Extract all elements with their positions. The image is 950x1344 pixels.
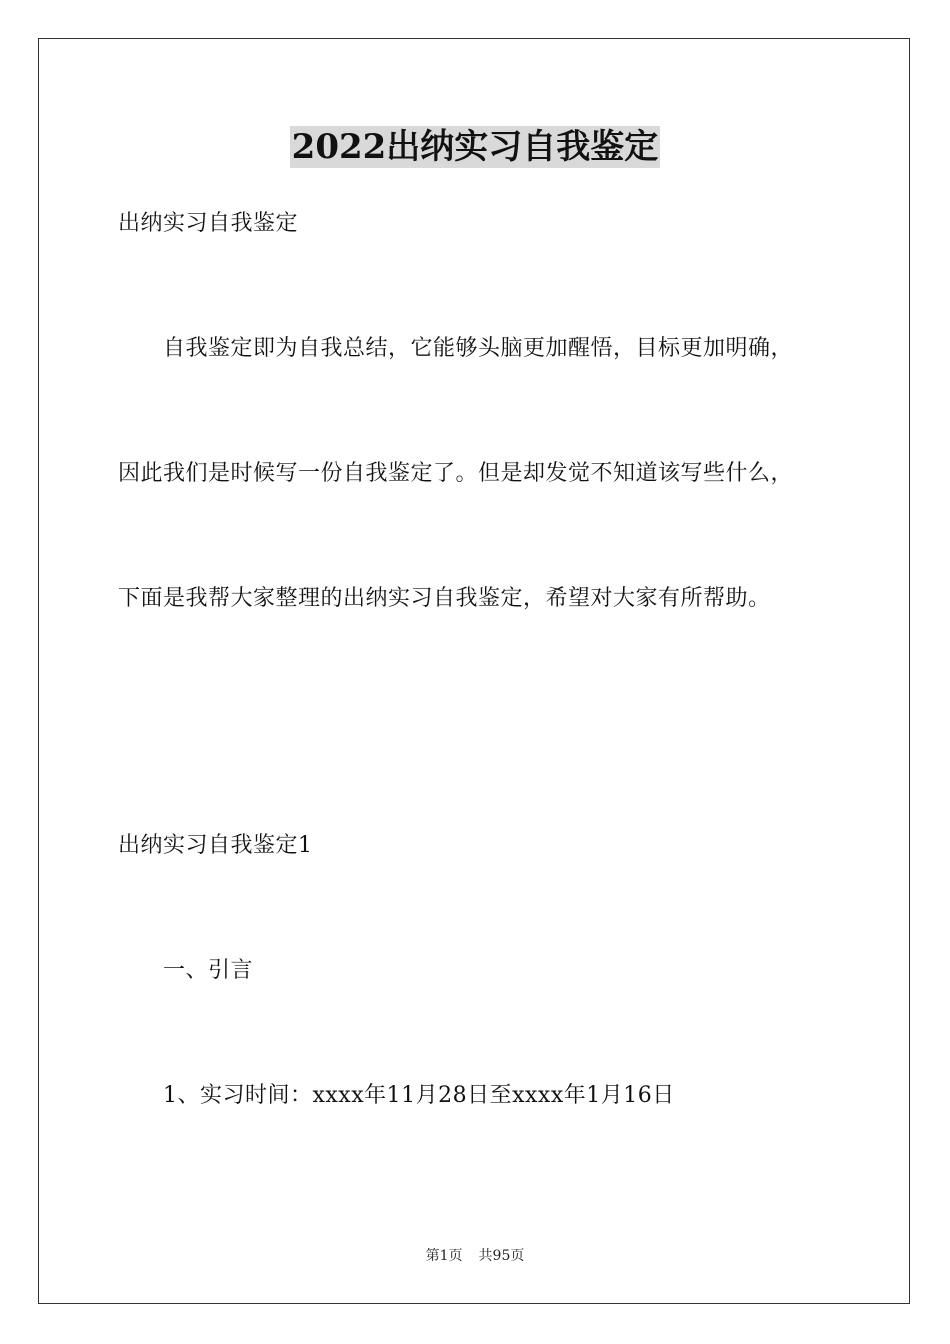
- list-item-1: 1、实习时间：xxxx年11月28日至xxxx年1月16日: [163, 1083, 675, 1108]
- subsection-heading: 一、引言: [163, 958, 254, 983]
- page-number-total: 共95页: [478, 1248, 525, 1264]
- subtitle: 出纳实习自我鉴定: [118, 211, 299, 236]
- intro-line-3: 下面是我帮大家整理的出纳实习自我鉴定，希望对大家有所帮助。: [118, 586, 771, 611]
- section-heading: 出纳实习自我鉴定1: [118, 833, 313, 858]
- title-container: [0, 126, 950, 168]
- page-number-current: 第1页: [425, 1248, 463, 1264]
- intro-line-2: 因此我们是时候写一份自我鉴定了。但是却发觉不知道该写些什么，: [118, 461, 794, 486]
- intro-line-1: 自我鉴定即为自我总结，它能够头脑更加醒悟，目标更加明确，: [163, 336, 794, 361]
- page-footer: [0, 1246, 950, 1266]
- document-title: 2022出纳实习自我鉴定: [291, 127, 659, 167]
